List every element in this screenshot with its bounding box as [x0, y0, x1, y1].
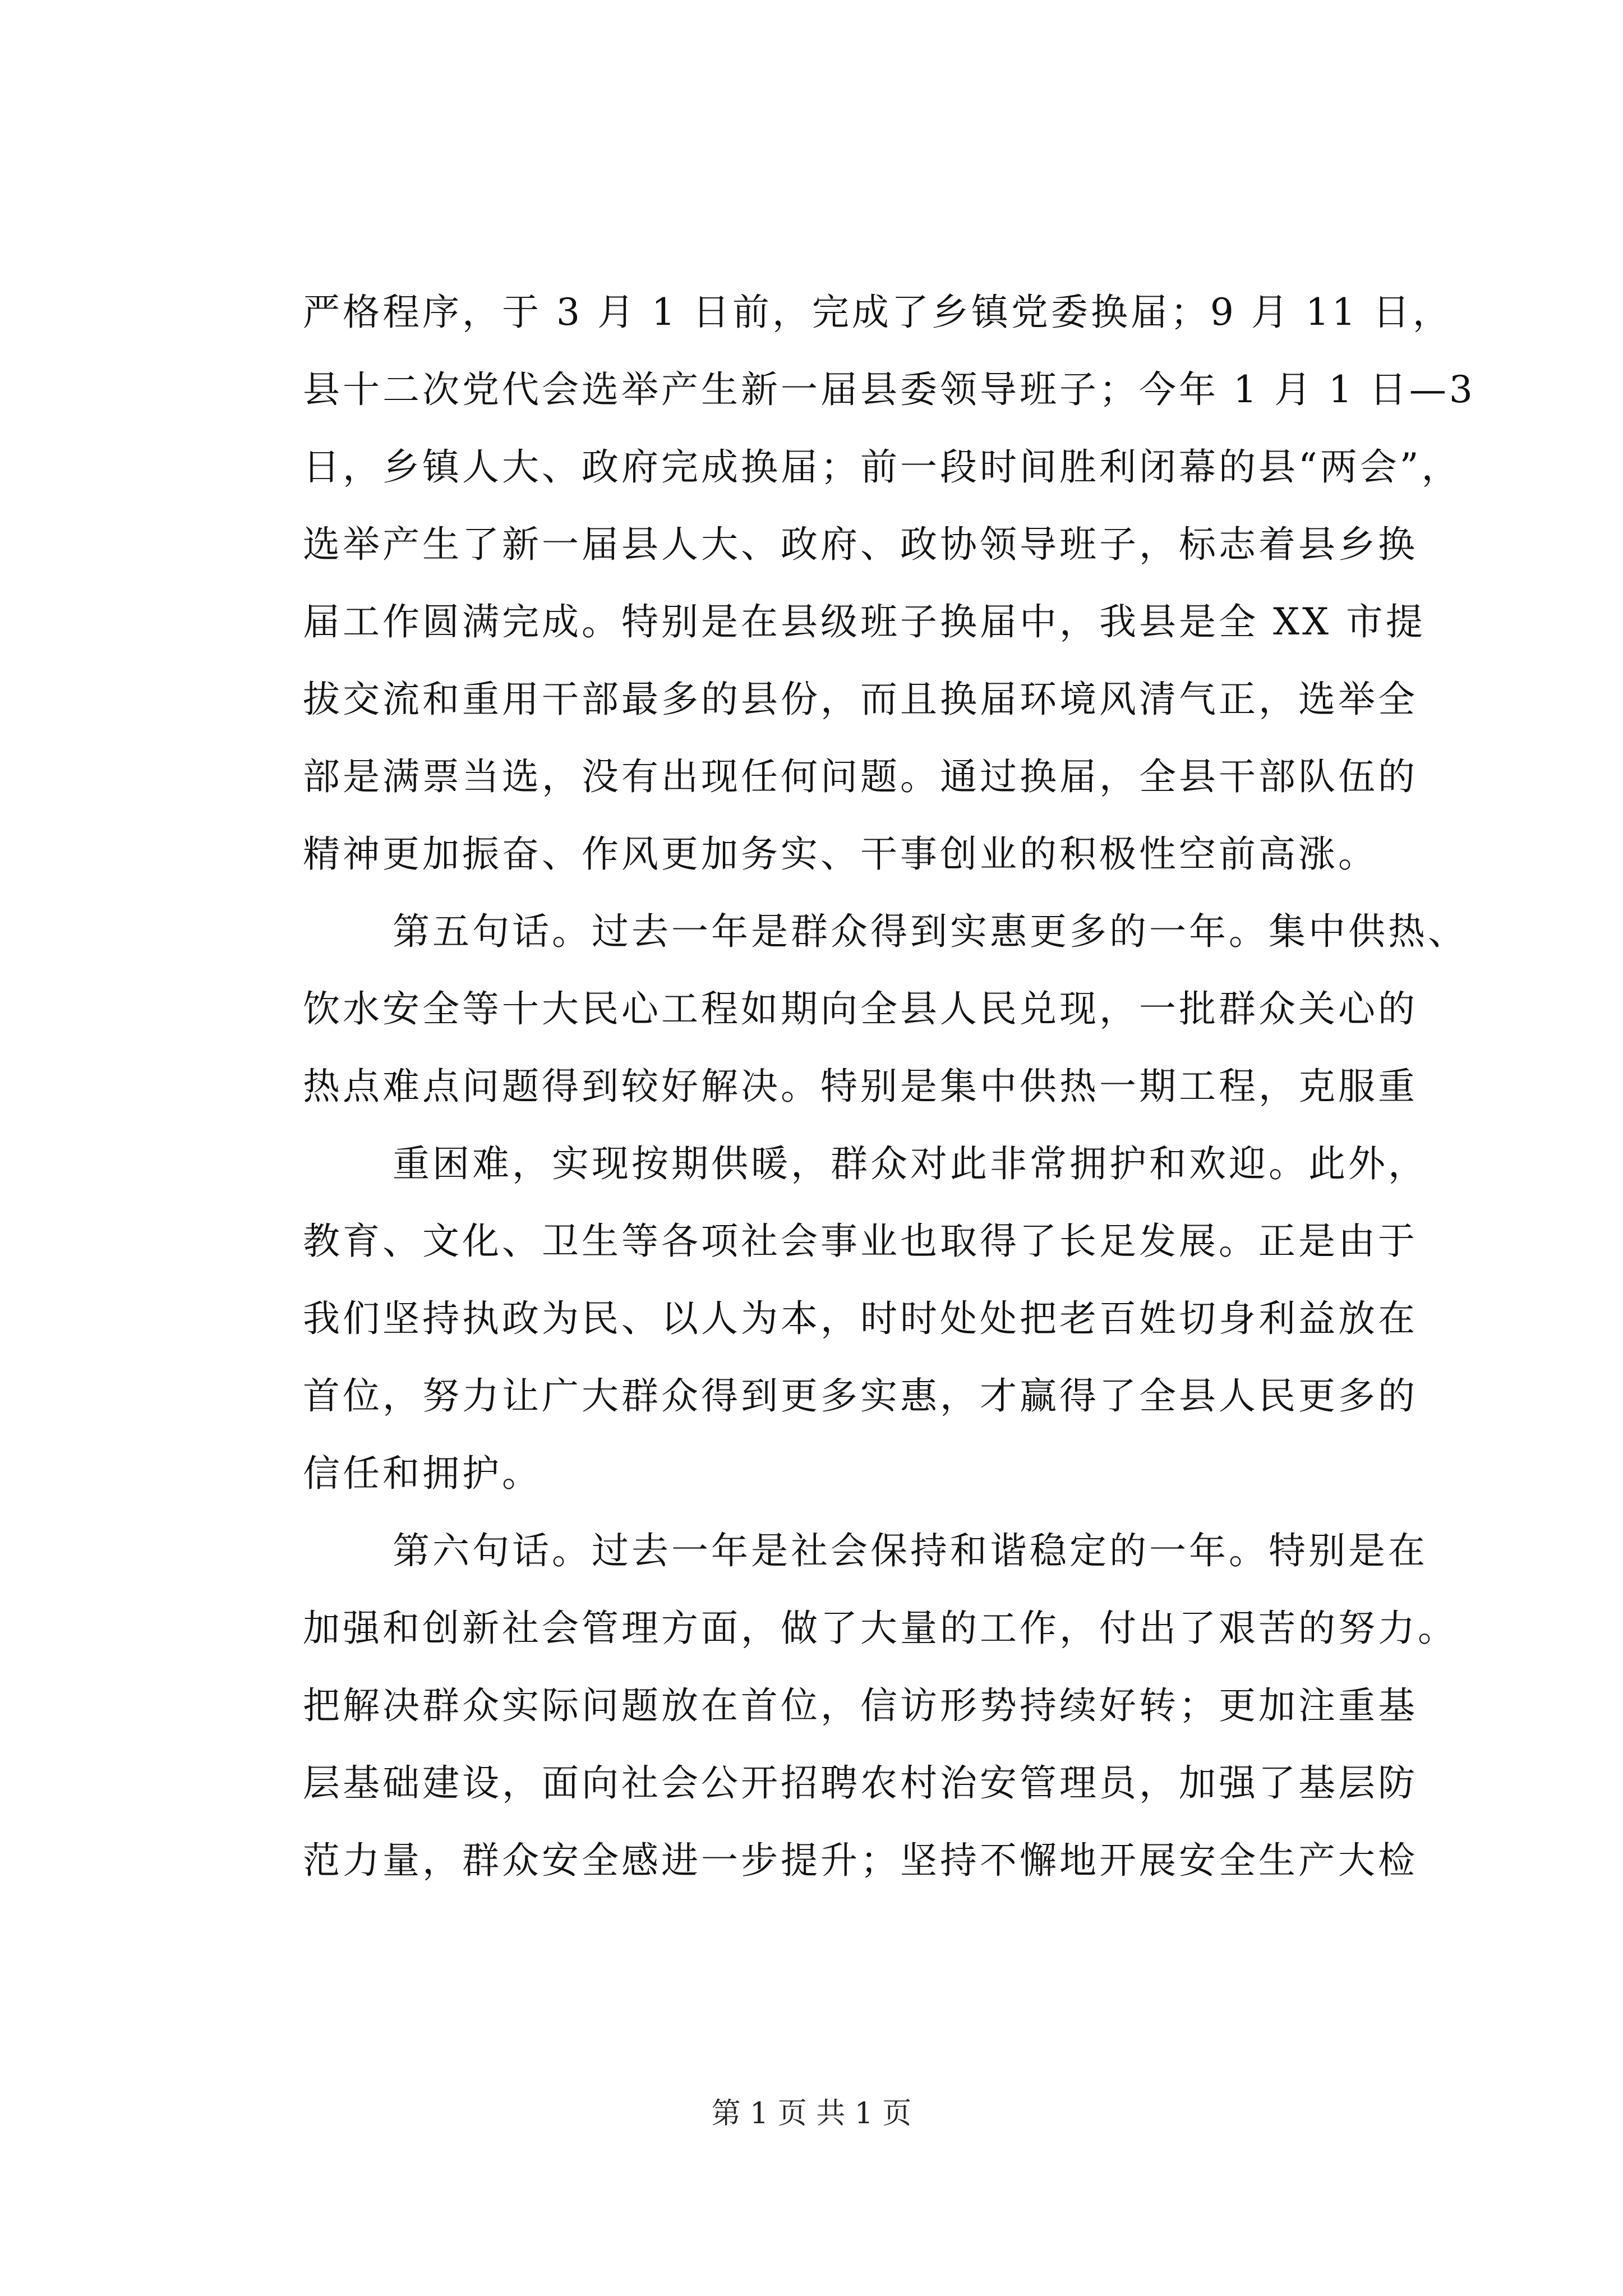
text-line: 严格程序，于 3 月 1 日前，完成了乡镇党委换届；9 月 11 日，: [303, 291, 1453, 334]
text-line: 届工作圆满完成。特别是在县级班子换届中，我县是全 XX 市提: [303, 600, 1426, 643]
paragraph-start-line: 第五句话。过去一年是群众得到实惠更多的一年。集中供热、: [393, 910, 1468, 953]
paragraph-start-line: 第六句话。过去一年是社会保持和谐稳定的一年。特别是在: [393, 1529, 1428, 1572]
text-line: 教育、文化、卫生等各项社会事业也取得了长足发展。正是由于: [303, 1220, 1418, 1263]
text-line: 选举产生了新一届县人大、政府、政协领导班子，标志着县乡换: [303, 523, 1418, 566]
text-line: 部是满票当选，没有出现任何问题。通过换届，全县干部队伍的: [303, 755, 1418, 798]
text-line: 层基础建设，面向社会公开招聘农村治安管理员，加强了基层防: [303, 1761, 1418, 1805]
text-line: 拔交流和重用干部最多的县份，而且换届环境风清气正，选举全: [303, 678, 1418, 721]
text-line: 县十二次党代会选举产生新一届县委领导班子；今年 1 月 1 日—3: [303, 368, 1476, 411]
text-line: 把解决群众实际问题放在首位，信访形势持续好转；更加注重基: [303, 1684, 1418, 1727]
page-footer: 第 1 页 共 1 页: [711, 2097, 912, 2131]
text-line: 重困难，实现按期供暖，群众对此非常拥护和欢迎。此外，: [393, 1142, 1428, 1185]
text-line: 加强和创新社会管理方面，做了大量的工作，付出了艰苦的努力。: [303, 1607, 1458, 1650]
text-line: 范力量，群众安全感进一步提升；坚持不懈地开展安全生产大检: [303, 1839, 1418, 1882]
text-line: 信任和拥护。: [303, 1452, 542, 1495]
document-body: [303, 274, 1476, 1899]
text-line: 热点难点问题得到较好解决。特别是集中供热一期工程，克服重: [303, 1065, 1418, 1108]
text-line: 日，乡镇人大、政府完成换届；前一段时间胜利闭幕的县“两会”，: [303, 445, 1461, 489]
text-line: 我们坚持执政为民、以人为本，时时处处把老百姓切身利益放在: [303, 1297, 1418, 1340]
text-line: 首位，努力让广大群众得到更多实惠，才赢得了全县人民更多的: [303, 1374, 1418, 1418]
text-line: 饮水安全等十大民心工程如期向全县人民兑现，一批群众关心的: [303, 987, 1418, 1030]
text-line: 精神更加振奋、作风更加务实、干事创业的积极性空前高涨。: [303, 832, 1378, 876]
